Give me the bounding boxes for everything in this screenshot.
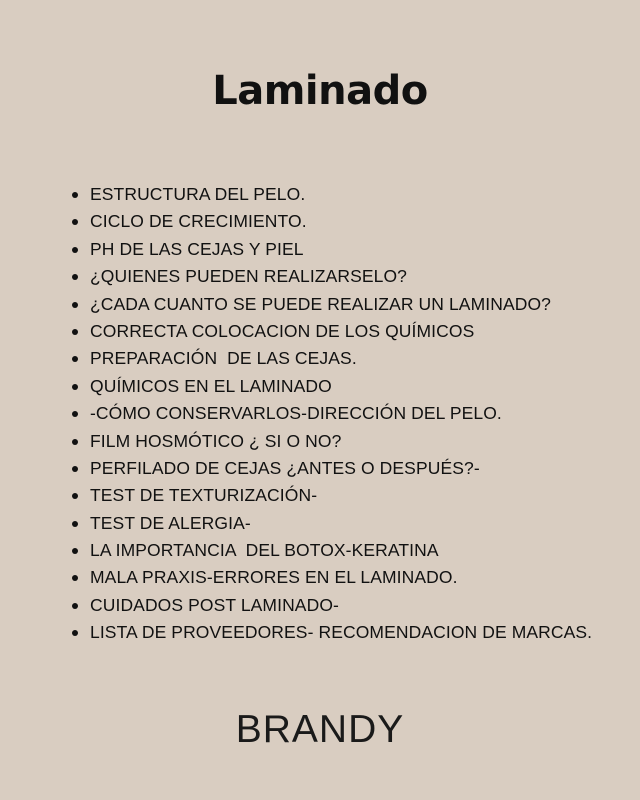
bullet-icon <box>72 274 78 280</box>
bullet-icon <box>72 192 78 198</box>
list-item <box>72 318 632 345</box>
list-item-label: CUIDADOS POST LAMINADO- <box>90 594 339 615</box>
bullet-icon <box>72 521 78 527</box>
list-item-label: ESTRUCTURA DEL PELO. <box>90 184 306 204</box>
list-item <box>72 510 632 537</box>
list-item-label: CORRECTA COLOCACION DE LOS QUÍMICOS <box>90 320 475 341</box>
list-item-label: QUÍMICOS EN EL LAMINADO <box>90 375 332 396</box>
topic-list <box>72 181 632 647</box>
bullet-icon <box>72 384 78 390</box>
list-item <box>72 263 632 290</box>
list-item <box>72 564 632 591</box>
list-item-label: ¿CADA CUANTO SE PUEDE REALIZAR UN LAMINADO? <box>90 293 552 314</box>
list-item-label: -CÓMO CONSERVARLOS-DIRECCIÓN DEL PELO. <box>90 403 502 424</box>
list-item-label: TEST DE TEXTURIZACIÓN- <box>90 485 318 506</box>
list-item-label: PREPARACIÓN DE LAS CEJAS. <box>90 348 357 369</box>
list-item-label: PERFILADO DE CEJAS ¿ANTES O DESPUÉS?- <box>90 457 480 478</box>
bullet-icon <box>72 548 78 554</box>
bullet-icon <box>72 302 78 308</box>
list-item <box>72 400 632 427</box>
list-item <box>72 236 632 263</box>
list-item-label: ¿QUIENES PUEDEN REALIZARSELO? <box>90 266 408 287</box>
bullet-icon <box>72 247 78 253</box>
list-item-label: MALA PRAXIS-ERRORES EN EL LAMINADO. <box>90 567 458 588</box>
list-item-label: LISTA DE PROVEEDORES- RECOMENDACION DE MARCAS. <box>90 622 593 643</box>
page-title: Laminado <box>212 68 428 114</box>
list-item <box>72 345 632 372</box>
list-item <box>72 455 632 482</box>
bullet-icon <box>72 329 78 335</box>
list-item <box>72 428 632 455</box>
bullet-icon <box>72 356 78 362</box>
list-item <box>72 482 632 509</box>
list-item <box>72 592 632 619</box>
bullet-icon <box>72 466 78 472</box>
bullet-icon <box>72 439 78 445</box>
bullet-icon <box>72 219 78 225</box>
bullet-icon <box>72 603 78 609</box>
list-item-label: FILM HOSMÓTICO ¿ SI O NO? <box>90 430 342 451</box>
list-item <box>72 208 632 235</box>
list-item <box>72 619 632 646</box>
brand-logo: BRANDY <box>235 708 405 751</box>
bullet-icon <box>72 575 78 581</box>
list-item <box>72 291 632 318</box>
list-item-label: PH DE LAS CEJAS Y PIEL <box>90 238 304 259</box>
bullet-icon <box>72 411 78 417</box>
list-item-label: CICLO DE CRECIMIENTO. <box>90 211 307 232</box>
list-item-label: LA IMPORTANCIA DEL BOTOX-KERATINA <box>90 540 439 561</box>
list-item <box>72 181 632 208</box>
bullet-icon <box>72 493 78 499</box>
bullet-icon <box>72 630 78 636</box>
list-item-label: TEST DE ALERGIA- <box>90 512 251 533</box>
list-item <box>72 373 632 400</box>
list-item <box>72 537 632 564</box>
